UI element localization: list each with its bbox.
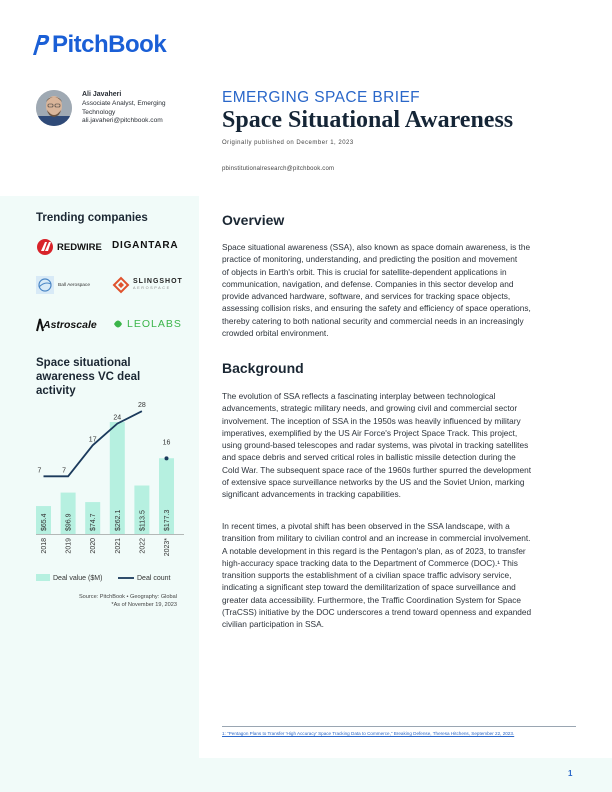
- paragraph-line: significant advancements in tracking capabilities.: [222, 489, 401, 500]
- pitchbook-logo[interactable]: [30, 32, 166, 58]
- footer-background: [0, 758, 612, 792]
- company-logo-digantara[interactable]: [112, 240, 178, 251]
- deal-value-label: $96.9: [65, 513, 73, 531]
- author-avatar: [36, 90, 72, 126]
- paragraph-line: (TraCSS) initiative by the DOC underscores a trend toward openness and expanded: [222, 607, 532, 618]
- deal-value-label: $177.3: [164, 509, 171, 531]
- paragraph-line: Cold War. The subsequent space race of the 1960s further spurred the development: [222, 464, 532, 475]
- leolabs-icon: [112, 318, 124, 330]
- paragraph-line: thereby catering to both national security and commercial needs in an increasingly: [222, 315, 524, 326]
- deal-count-label: 17: [88, 436, 97, 444]
- chart-heading: Space situational awareness VC deal activity: [36, 357, 141, 397]
- contact-email[interactable]: pbinstitutionalresearch@pitchbook.com: [222, 166, 335, 172]
- deal-count-label: 28: [138, 402, 146, 410]
- x-tick-label: 2023*: [164, 538, 171, 557]
- deal-count-label: 7: [62, 467, 67, 475]
- author-email[interactable]: ali.javaheri@pitchbook.com: [82, 117, 163, 125]
- deal-count-label: 7: [37, 467, 42, 475]
- company-name: DIGANTARA: [112, 240, 179, 251]
- company-logo-astroscale[interactable]: [36, 318, 97, 332]
- paragraph-line: transition supports the establishment of a civilian space traffic advisory service,: [222, 570, 512, 581]
- paragraph-line: A notable development in this regard is the Pentagon's plan, as of 2023, to transfer: [222, 545, 526, 556]
- paragraph-line: of objects in Earth's orbit. This is crucial for satellite-dependent applications in: [222, 266, 507, 277]
- brand-name: PitchBook: [52, 31, 167, 58]
- chart-source-note: *As of November 19, 2023: [111, 602, 177, 608]
- published-date: Originally published on December 1, 2023: [222, 140, 354, 146]
- author-name: Ali Javaheri: [82, 91, 122, 98]
- paragraph-line: practice of monitoring, understanding, and predicting the position and movement: [222, 254, 518, 265]
- company-logo-ball-aerospace[interactable]: [36, 276, 90, 294]
- x-tick-label: 2022: [139, 538, 147, 554]
- deal-count-line: [44, 411, 142, 476]
- background-heading: Background: [222, 360, 304, 376]
- paragraph-line: civilian participation in SSA.: [222, 619, 324, 630]
- company-name: Astroscale: [43, 319, 97, 331]
- deal-activity-chart: [30, 398, 190, 598]
- legend-swatch-deal-value: [36, 574, 50, 581]
- x-tick-label: 2018: [41, 538, 48, 554]
- author-block: [82, 91, 192, 126]
- deal-value-label: $65.4: [41, 513, 48, 531]
- deal-value-label: $113.5: [139, 510, 147, 531]
- page-number: 1: [568, 769, 573, 778]
- paragraph-line: greater data accessibility. Furthermore, the Traffic Coordination System for Space: [222, 594, 521, 605]
- slingshot-icon: [112, 276, 130, 294]
- redwire-icon: [36, 238, 56, 256]
- pitchbook-mark-icon: [30, 33, 50, 57]
- company-logo-leolabs[interactable]: [112, 318, 182, 330]
- paragraph-line: crowded orbital environment.: [222, 328, 329, 339]
- chart-source: Source: PitchBook • Geography: Global: [78, 594, 177, 600]
- company-name: SLINGSHOT: [133, 278, 183, 285]
- paragraph-line: transition from military to civilian control and an increase in commercial involvement.: [222, 533, 531, 544]
- deal-value-label: $262.1: [114, 509, 122, 531]
- footnote-divider: [222, 726, 576, 727]
- footnote-link[interactable]: 1: "Pentagon Plans to Transfer 'High Accuracy' Space Tracking Data to Commerce," Breaking Defense, Theresa Hitchens, September 22, 2023.: [222, 731, 515, 736]
- paragraph-line: Space situational awareness (SSA), also known as space domain awareness, is the: [222, 242, 531, 252]
- report-eyebrow: EMERGING SPACE BRIEF: [222, 89, 421, 106]
- company-name: LEOLABS: [127, 318, 182, 330]
- paragraph-line: communication, navigation, and defense. Companies in this sector develop and: [222, 278, 514, 289]
- paragraph-line: The evolution of SSA reflects a fascinating interplay between technological: [222, 391, 496, 401]
- deal-count-point: [165, 456, 169, 460]
- paragraph-line: provide advanced hardware, software, and services for tracking space objects,: [222, 291, 511, 302]
- company-logo-slingshot[interactable]: [112, 276, 183, 294]
- report-title: Space Situational Awareness: [222, 107, 514, 133]
- deal-count-label: 16: [162, 439, 171, 447]
- x-tick-label: 2021: [114, 538, 122, 554]
- author-role: Associate Analyst, Emerging Technology: [82, 99, 166, 116]
- company-name: REDWIRE: [57, 241, 102, 253]
- paragraph-line: In recent times, a pivotal shift has been observed in the SSA landscape, with a: [222, 521, 510, 531]
- paragraph-line: imperatives, exemplified by the US Air Force's Project Space Track. This project,: [222, 427, 518, 438]
- legend-label-deal-count: Deal count: [137, 575, 171, 582]
- paragraph-line: advancements, strategic military needs, and growing civil and commercial sector: [222, 403, 518, 414]
- deal-value-label: $74.7: [90, 513, 98, 531]
- legend-label-deal-value: Deal value ($M): [53, 575, 103, 582]
- overview-heading: Overview: [222, 212, 285, 228]
- x-tick-label: 2019: [65, 538, 73, 554]
- paragraph-line: assessing collision risks, and ensuring the safety and efficiency of space operations,: [222, 303, 531, 314]
- overview-paragraph: [222, 241, 576, 339]
- company-name: Ball Aerospace: [58, 282, 90, 288]
- deal-count-label: 24: [113, 414, 122, 422]
- paragraph-line: using ground-based telescopes and radar systems, was pivotal in tracking satellites: [222, 440, 529, 451]
- ball-aerospace-icon: [36, 276, 54, 294]
- paragraph-line: and space debris and served critical roles in ballistic missile detection during the: [222, 452, 516, 463]
- paragraph-line: of extensive space surveillance networks by the US and the Soviet Union, marking: [222, 477, 525, 488]
- background-paragraph-2: [222, 520, 576, 631]
- x-tick-label: 2020: [90, 538, 98, 554]
- paragraph-line: high-accuracy space tracking data to the Department of Commerce (DOC).¹ This: [222, 557, 518, 568]
- trending-companies-heading: Trending companies: [36, 212, 148, 224]
- paragraph-line: indicating a significant step toward the demilitarization of space surveillance and: [222, 582, 516, 593]
- company-subtitle: AEROSPACE: [133, 286, 171, 290]
- company-logo-redwire[interactable]: [36, 238, 102, 256]
- paragraph-line: involvement. The inception of SSA in the 1950s was heavily influenced by military: [222, 415, 521, 426]
- background-paragraph-1: [222, 390, 576, 501]
